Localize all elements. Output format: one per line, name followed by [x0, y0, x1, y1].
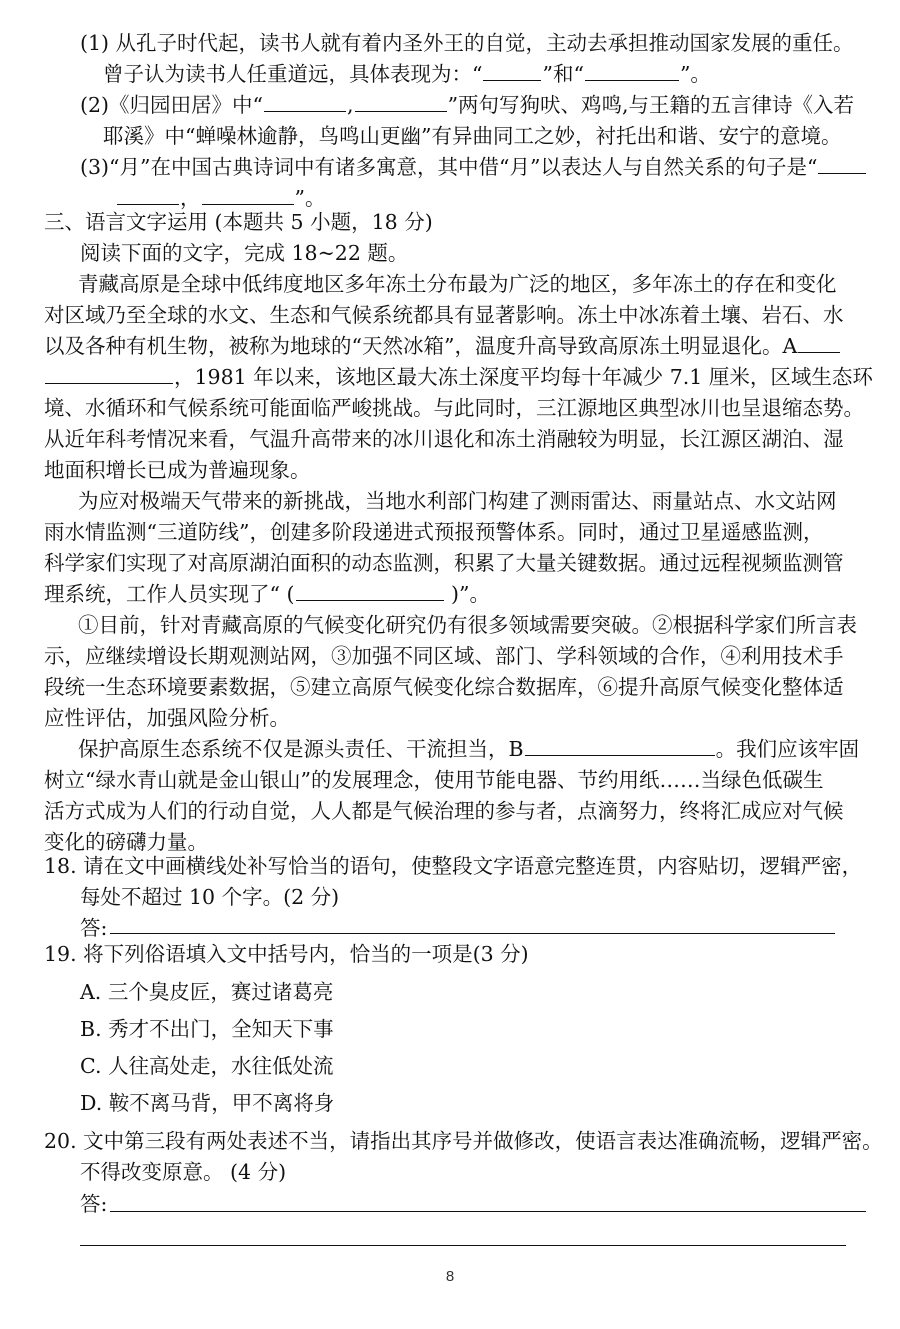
q18-stem: 18. 请在文中画横线处补写恰当的语句，使整段文字语意完整连贯，内容贴切，逻辑严密，	[44, 854, 863, 878]
passage-p3-line: 段统一生态环境要素数据，⑤建立高原气候变化综合数据库，⑥提升高原气候变化整体适	[44, 675, 844, 699]
answer-blank[interactable]	[818, 152, 866, 174]
passage-p2-line: 雨水情监测“三道防线”，创建多阶段递进式预报预警体系。同时，通过卫星遥感监测，	[44, 520, 824, 544]
blank-a-end[interactable]	[45, 362, 173, 384]
q17-item3-line1: (3)“月”在中国古典诗词中有诸多寓意，其中借“月”以表达人与自然关系的句子是“	[80, 152, 867, 182]
answer-blank[interactable]	[202, 183, 294, 205]
q20-stem: 不得改变原意。 (4 分)	[80, 1160, 287, 1184]
q17-item1-line2: 曾子认为读书人任重道远，具体表现为：“ ”和“ ”。	[103, 59, 711, 89]
section-instruction: 阅读下面的文字，完成 18~22 题。	[80, 241, 409, 265]
q20-stem: 20. 文中第三段有两处表述不当，请指出其序号并做修改，使语言表达准确流畅，逻辑严密。	[44, 1129, 883, 1153]
q20-answer-line[interactable]	[110, 1211, 866, 1212]
answer-blank[interactable]	[117, 183, 179, 205]
answer-blank[interactable]	[355, 90, 447, 112]
q18-stem: 每处不超过 10 个字。(2 分)	[80, 885, 340, 909]
proverb-blank[interactable]	[296, 579, 444, 601]
passage-p2-line: 为应对极端天气带来的新挑战，当地水利部门构建了测雨雷达、雨量站点、水文站网	[78, 489, 837, 513]
q17-item3-line2: ， ”。	[116, 183, 325, 213]
answer-blank[interactable]	[264, 90, 346, 112]
passage-p1-line: 对区域乃至全球的水文、生态和气候系统都具有显著影响。冻土中冰冻着土壤、岩石、水	[44, 303, 844, 327]
passage-p3-line: 应性评估，加强风险分析。	[44, 706, 290, 730]
passage-p4-line: 变化的磅礴力量。	[44, 830, 208, 854]
blank-a-start[interactable]	[798, 331, 840, 353]
passage-p1-line: 地面积增长已成为普遍现象。	[44, 458, 311, 482]
q17-item2-line1: (2)《归园田居》中“ , ”两句写狗吠、鸡鸣,与王籍的五言律诗《入若	[80, 90, 854, 120]
passage-p2-line: 理系统，工作人员实现了“ ( )”。	[44, 579, 490, 609]
q18-answer-label: 答:	[80, 916, 108, 940]
passage-p4-line: 活方式成为人们的行动自觉，人人都是气候治理的参与者，点滴努力，终将汇成应对气候	[44, 799, 844, 823]
q17-item1-line1: (1) 从孔子时代起，读书人就有着内圣外王的自觉，主动去承担推动国家发展的重任。	[80, 31, 854, 55]
q20-answer-line-2[interactable]	[80, 1245, 846, 1246]
passage-p1-line: 青藏高原是全球中低纬度地区多年冻土分布最为广泛的地区，多年冻土的存在和变化	[78, 272, 837, 296]
passage-p4-line: 保护高原生态系统不仅是源头责任、干流担当，B 。我们应该牢固	[78, 734, 859, 764]
q18-answer-line[interactable]	[110, 933, 835, 934]
passage-p1-line: ，1981 年以来，该地区最大冻土深度平均每十年减少 7.1 厘米，区域生态环	[44, 362, 873, 392]
blank-b[interactable]	[525, 734, 715, 756]
passage-p3-line: 示，应继续增设长期观测站网，③加强不同区域、部门、学科领域的合作，④利用技术手	[44, 644, 844, 668]
passage-p4-line: 树立“绿水青山就是金山银山”的发展理念，使用节能电器、节约用纸……当绿色低碳生	[44, 768, 824, 792]
answer-blank[interactable]	[483, 59, 541, 81]
passage-p1-line: 从近年科考情况来看，气温升高带来的冰川退化和冻土消融较为明显，长江源区湖泊、湿	[44, 427, 844, 451]
q17-item2-line2: 耶溪》中“蝉噪林逾静，鸟鸣山更幽”有异曲同工之妙，衬托出和谐、安宁的意境。	[103, 124, 842, 148]
q19-stem: 19. 将下列俗语填入文中括号内，恰当的一项是(3 分)	[44, 942, 529, 966]
q19-option-d[interactable]: D. 鞍不离马背，甲不离将身	[80, 1091, 335, 1115]
q20-answer-label: 答:	[80, 1192, 108, 1216]
passage-p1-line: 境、水循环和气候系统可能面临严峻挑战。与此同时，三江源地区典型冰川也呈退缩态势。	[44, 396, 864, 420]
passage-p2-line: 科学家们实现了对高原湖泊面积的动态监测，积累了大量关键数据。通过远程视频监测管	[44, 551, 844, 575]
answer-blank[interactable]	[585, 59, 679, 81]
passage-p3-line: ①目前，针对青藏高原的气候变化研究仍有很多领域需要突破。②根据科学家们所言表	[78, 613, 857, 637]
q19-option-c[interactable]: C. 人往高处走，水往低处流	[80, 1054, 334, 1078]
q19-option-a[interactable]: A. 三个臭皮匠，赛过诸葛亮	[80, 980, 334, 1004]
section-heading: 三、语言文字运用 (本题共 5 小题，18 分)	[44, 210, 433, 234]
passage-p1-line: 以及各种有机生物，被称为地球的“天然冰箱”，温度升高导致高原冻土明显退化。A	[44, 331, 841, 361]
q19-option-b[interactable]: B. 秀才不出门，全知天下事	[80, 1017, 334, 1041]
page-number: 8	[445, 1268, 455, 1285]
